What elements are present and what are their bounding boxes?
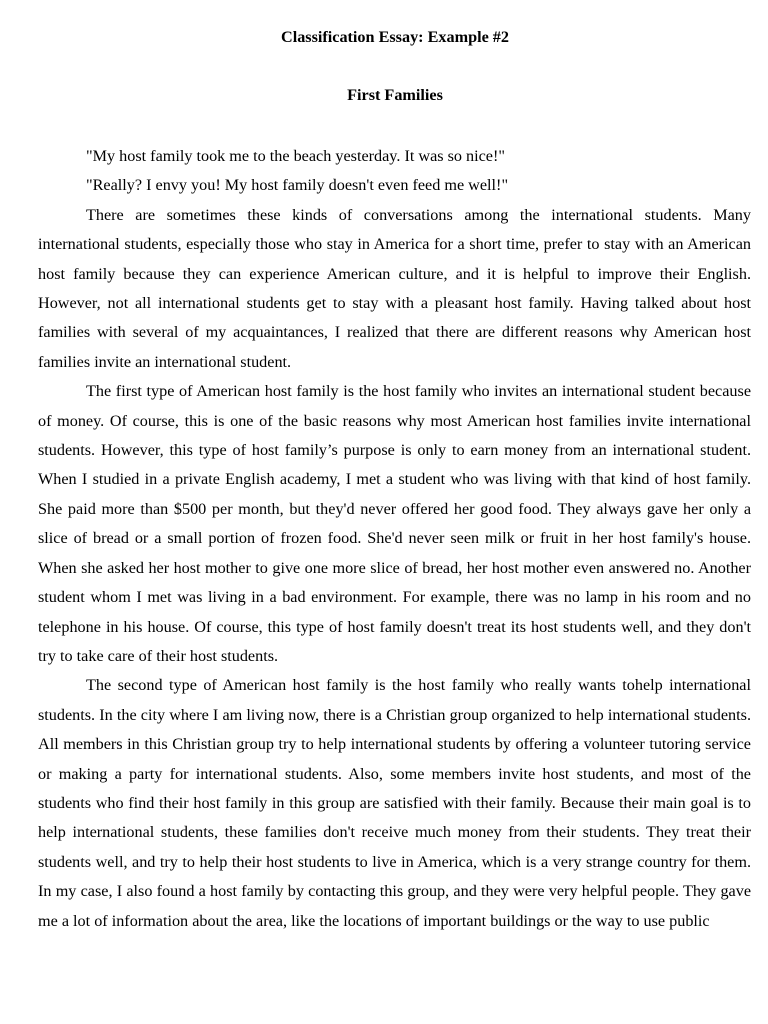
essay-title: First Families xyxy=(347,86,443,104)
essay-heading: Classification Essay: Example #2 xyxy=(281,28,509,46)
intro-paragraph: There are sometimes these kinds of conversations among the international students. Many international students, especially those who stay in America for a short time, prefer to stay with an American host family because they can experience American culture, and it is helpful to improve their English. However, not all international students get to stay with a pleasant host family. Having talked about host families with several of my acquaintances, I realized that there are different reasons why American host families invite an international student. xyxy=(38,205,751,371)
dialogue-line-2: "Really? I envy you! My host family doesn't even feed me well!" xyxy=(86,176,509,195)
essay-body xyxy=(38,142,751,936)
dialogue-line-1: "My host family took me to the beach yesterday. It was so nice!" xyxy=(86,147,505,165)
second-type-paragraph: The second type of American host family is the host family who really wants tohelp international students. In the city where I am living now, there is a Christian group organized to help international students. All members in this Christian group try to help international students by offering a volunteer tutoring service or making a party for international students. Also, some members invite host students, and most of the students who find their host family in this group are satisfied with their family. Because their main goal is to help international students, these families don't receive much money from their students. They treat their students well, and try to help their host students to live in America, which is a very strange country for them. In my case, I also found a host family by contacting this group, and they were very helpful people. They gave me a lot of information about the area, like the locations of important buildings or the way to use public xyxy=(38,676,751,930)
first-type-paragraph: The first type of American host family is the host family who invites an international student because of money. Of course, this is one of the basic reasons why most American host families invite international students. However, this type of host family’s purpose is only to earn money from an international student. When I studied in a private English academy, I met a student who was living with that kind of host family. She paid more than $500 per month, but they'd never offered her good food. They always gave her only a slice of bread or a small portion of frozen food. She'd never seen milk or fruit in her host family's house. When she asked her host mother to give one more slice of bread, her host mother even answered no. Another student whom I met was living in a bad environment. For example, there was no lamp in his room and no telephone in his house. Of course, this type of host family doesn't treat its host students well, and they don't try to take care of their host students. xyxy=(38,382,751,665)
